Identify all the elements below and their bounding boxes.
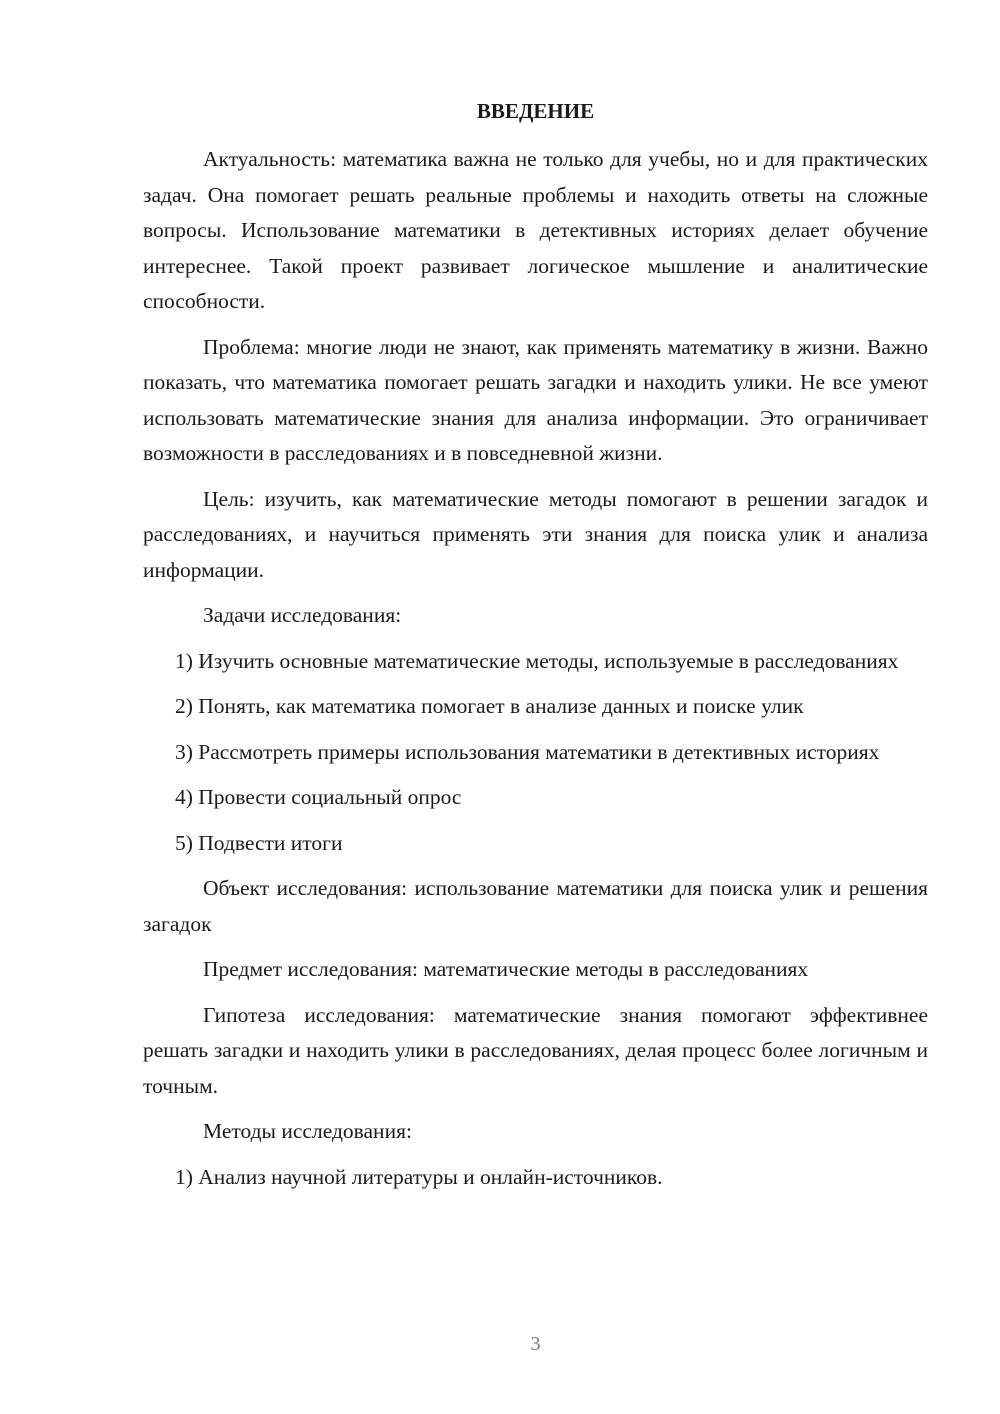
goal-paragraph: Цель: изучить, как математические методы помогают в решении загадок и расследованиях, и научиться применять эти знания для поиска улик и анализа информации.: [143, 486, 928, 582]
method-item-1: 1) Анализ научной литературы и онлайн-источников.: [175, 1164, 663, 1189]
task-item-4: 4) Провести социальный опрос: [175, 785, 462, 809]
task-item-3: 3) Рассмотреть примеры использования математики в детективных историях: [175, 739, 880, 764]
subject-paragraph: Предмет исследования: математические методы в расследованиях: [203, 957, 809, 981]
problem-paragraph: Проблема: многие люди не знают, как применять математику в жизни. Важно показать, что математика помогает решать загадки и находить улики. Не все умеют использовать математические знания для анализа информации. Это ограничивает возможности в расследованиях и в повседневной жизни.: [143, 334, 928, 465]
tasks-title: Задачи исследования:: [203, 603, 402, 627]
task-item-2: 2) Понять, как математика помогает в анализе данных и поиске улик: [175, 694, 804, 718]
object-paragraph: Объект исследования: использование математики для поиска улик и решения загадок: [143, 876, 928, 936]
page-number: 3: [530, 1333, 541, 1355]
section-heading: ВВЕДЕНИЕ: [476, 99, 595, 123]
task-item-1: 1) Изучить основные математические методы, используемые в расследованиях: [175, 648, 899, 673]
task-item-5: 5) Подвести итоги: [175, 830, 343, 855]
hypothesis-paragraph: Гипотеза исследования: математические знания помогают эффективнее решать загадки и находить улики в расследованиях, делая процесс более логичным и точным.: [143, 1002, 928, 1098]
document-page: [143, 0, 928, 1414]
document-body: [143, 142, 928, 1205]
methods-title: Методы исследования:: [203, 1119, 412, 1143]
relevance-paragraph: Актуальность: математика важна не только для учебы, но и для практических задач. Она помогает решать реальные проблемы и находить ответы на сложные вопросы. Использование математики в детективных историях делает обучение интереснее. Такой проект развивает логическое мышление и аналитические способности.: [143, 147, 928, 313]
